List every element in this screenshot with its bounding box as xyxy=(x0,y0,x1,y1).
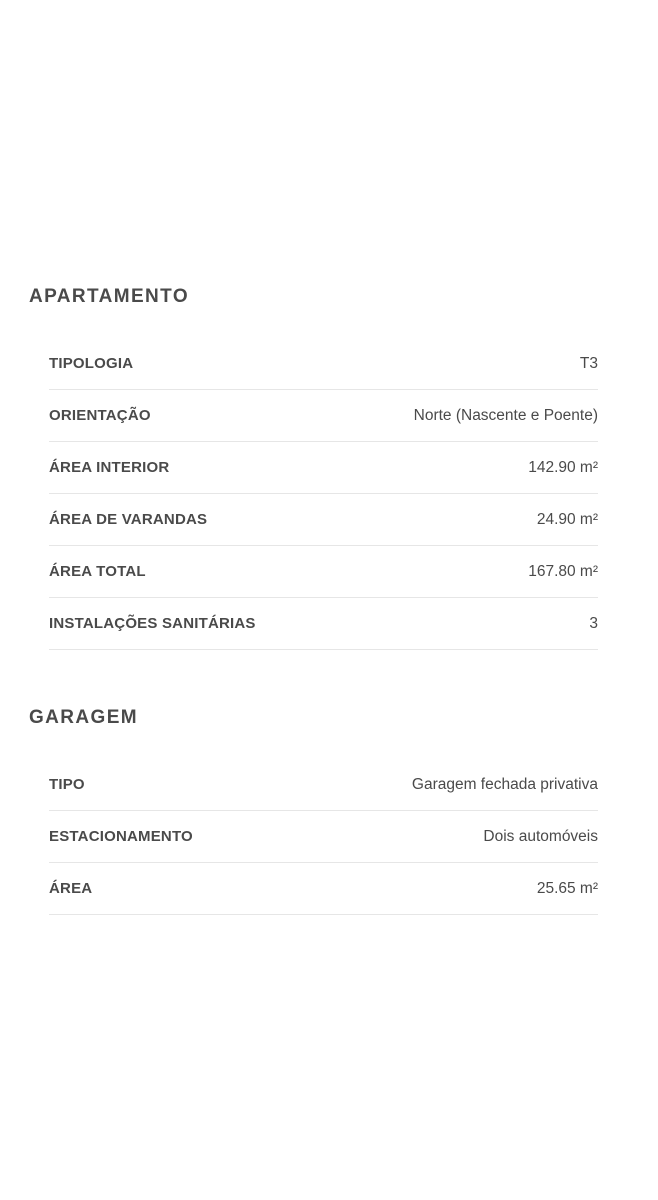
spec-label: TIPOLOGIA xyxy=(49,355,134,372)
spec-row-instalacoes-sanitarias xyxy=(49,598,598,650)
spec-row-estacionamento xyxy=(49,811,598,863)
spec-row-orientacao xyxy=(49,390,598,442)
spec-row-area-total xyxy=(49,546,598,598)
spec-label: ÁREA INTERIOR xyxy=(49,459,170,476)
spec-label: ÁREA TOTAL xyxy=(49,563,146,580)
spec-row-area-interior xyxy=(49,442,598,494)
spec-label: ESTACIONAMENTO xyxy=(49,828,193,845)
spec-label: ÁREA xyxy=(49,880,93,897)
apartamento-specs-table xyxy=(49,338,598,650)
spec-row-area-varandas xyxy=(49,494,598,546)
spec-row-area xyxy=(49,863,598,915)
spec-row-tipologia xyxy=(49,338,598,390)
spec-value: 167.80 m² xyxy=(528,562,598,580)
spec-value: 3 xyxy=(589,614,598,632)
garagem-specs-table xyxy=(49,759,598,915)
spec-row-tipo xyxy=(49,759,598,811)
apartamento-title: APARTAMENTO xyxy=(29,286,190,307)
spec-value: 25.65 m² xyxy=(536,879,598,897)
spec-label: ORIENTAÇÃO xyxy=(49,407,151,424)
garagem-title: GARAGEM xyxy=(29,707,139,728)
spec-value: T3 xyxy=(579,354,598,372)
spec-value: Dois automóveis xyxy=(483,827,598,845)
spec-label: TIPO xyxy=(49,776,85,793)
spec-value: 24.90 m² xyxy=(536,510,598,528)
spec-value: Garagem fechada privativa xyxy=(411,775,598,793)
spec-label: ÁREA DE VARANDAS xyxy=(49,511,208,528)
spec-value: 142.90 m² xyxy=(528,458,598,476)
spec-label: INSTALAÇÕES SANITÁRIAS xyxy=(49,615,256,632)
spec-value: Norte (Nascente e Poente) xyxy=(413,406,598,424)
